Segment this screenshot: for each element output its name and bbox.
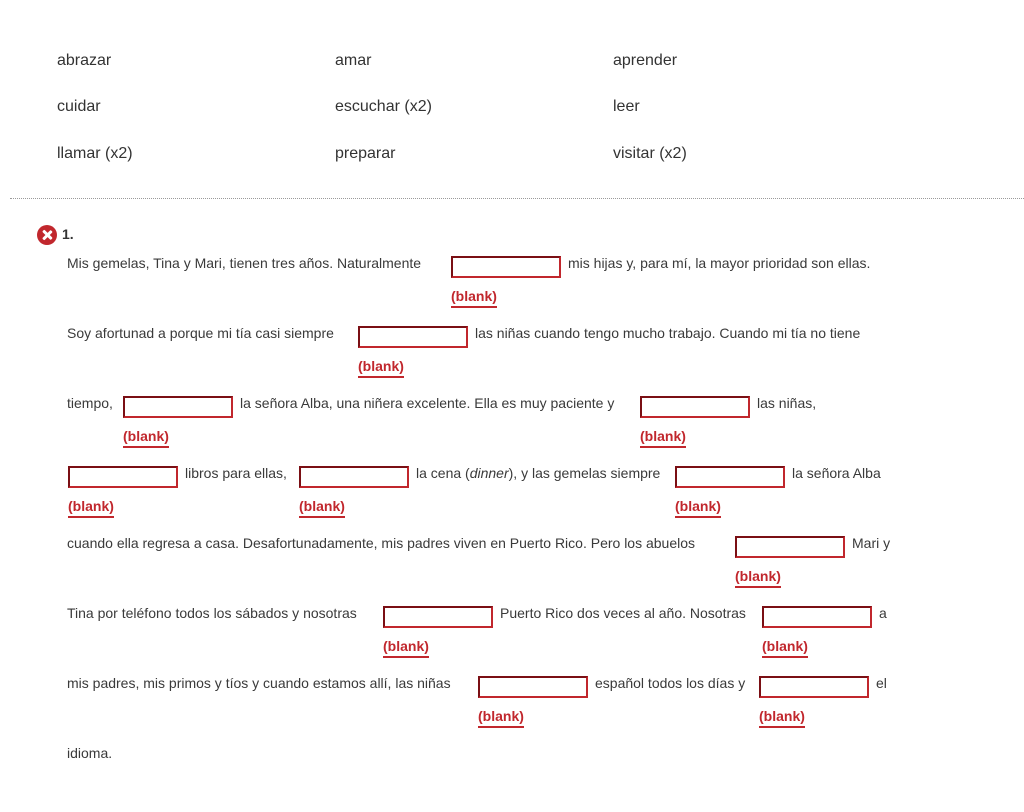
blank-input-5[interactable] bbox=[68, 466, 178, 488]
question-text: Mis gemelas, Tina y Mari, tienen tres años. Naturalmente bbox=[67, 255, 422, 271]
blank-input-10[interactable] bbox=[762, 606, 872, 628]
blank-label: (blank) bbox=[759, 708, 805, 728]
italic-word: dinner bbox=[469, 465, 509, 481]
blank-label: (blank) bbox=[358, 358, 404, 378]
blank-input-3[interactable] bbox=[123, 396, 233, 418]
blank-label: (blank) bbox=[68, 498, 114, 518]
blank-label: (blank) bbox=[383, 638, 429, 658]
word-bank-item: preparar bbox=[335, 145, 396, 162]
blank-input-12[interactable] bbox=[759, 676, 869, 698]
blank-label: (blank) bbox=[123, 428, 169, 448]
word-bank-item: escuchar (x2) bbox=[335, 98, 432, 115]
question-text: a bbox=[879, 605, 887, 621]
blank-label: (blank) bbox=[451, 288, 497, 308]
word-bank-item: leer bbox=[613, 98, 640, 115]
word-bank-item: llamar (x2) bbox=[57, 145, 133, 162]
blank-input-4[interactable] bbox=[640, 396, 750, 418]
question-text: las niñas, bbox=[757, 395, 817, 411]
question-text: idioma. bbox=[67, 745, 113, 761]
question-text: Puerto Rico dos veces al año. Nosotras bbox=[500, 605, 746, 621]
question-text: español todos los días y bbox=[595, 675, 746, 691]
word-bank-item: cuidar bbox=[57, 98, 101, 115]
section-divider bbox=[10, 198, 1024, 199]
word-bank-item: amar bbox=[335, 52, 372, 69]
question-text: tiempo, bbox=[67, 395, 113, 411]
blank-input-9[interactable] bbox=[383, 606, 493, 628]
word-bank-item: visitar (x2) bbox=[613, 145, 687, 162]
word-bank bbox=[0, 0, 1024, 200]
blank-input-11[interactable] bbox=[478, 676, 588, 698]
question-text: Mari y bbox=[852, 535, 891, 551]
x-circle-icon bbox=[37, 225, 57, 245]
question-number: 1. bbox=[62, 226, 74, 242]
blank-label: (blank) bbox=[478, 708, 524, 728]
blank-label: (blank) bbox=[675, 498, 721, 518]
question-text: el bbox=[876, 675, 887, 691]
question-text: libros para ellas, bbox=[185, 465, 287, 481]
word-bank-item: aprender bbox=[613, 52, 678, 69]
question-text: las niñas cuando tengo mucho trabajo. Cuando mi tía no tiene bbox=[475, 325, 861, 341]
question-text: mis hijas y, para mí, la mayor prioridad son ellas. bbox=[568, 255, 871, 271]
blank-input-1[interactable] bbox=[451, 256, 561, 278]
blank-label: (blank) bbox=[762, 638, 808, 658]
word-bank-item: abrazar bbox=[57, 52, 112, 69]
blank-label: (blank) bbox=[640, 428, 686, 448]
question-text: cuando ella regresa a casa. Desafortunadamente, mis padres viven en Puerto Rico. Pero los abuelos bbox=[67, 535, 696, 551]
question-text: Tina por teléfono todos los sábados y nosotras bbox=[67, 605, 357, 621]
blank-input-7[interactable] bbox=[675, 466, 785, 488]
blank-label: (blank) bbox=[299, 498, 345, 518]
question-text: la señora Alba, una niñera excelente. Ella es muy paciente y bbox=[240, 395, 615, 411]
blank-input-2[interactable] bbox=[358, 326, 468, 348]
question-text: mis padres, mis primos y tíos y cuando estamos allí, las niñas bbox=[67, 675, 451, 691]
blank-input-6[interactable] bbox=[299, 466, 409, 488]
question-text: la señora Alba bbox=[792, 465, 881, 481]
question-text: Soy afortunad a porque mi tía casi siempre bbox=[67, 325, 334, 341]
question-text: la cena (dinner), y las gemelas siempre bbox=[416, 465, 661, 481]
blank-label: (blank) bbox=[735, 568, 781, 588]
blank-input-8[interactable] bbox=[735, 536, 845, 558]
